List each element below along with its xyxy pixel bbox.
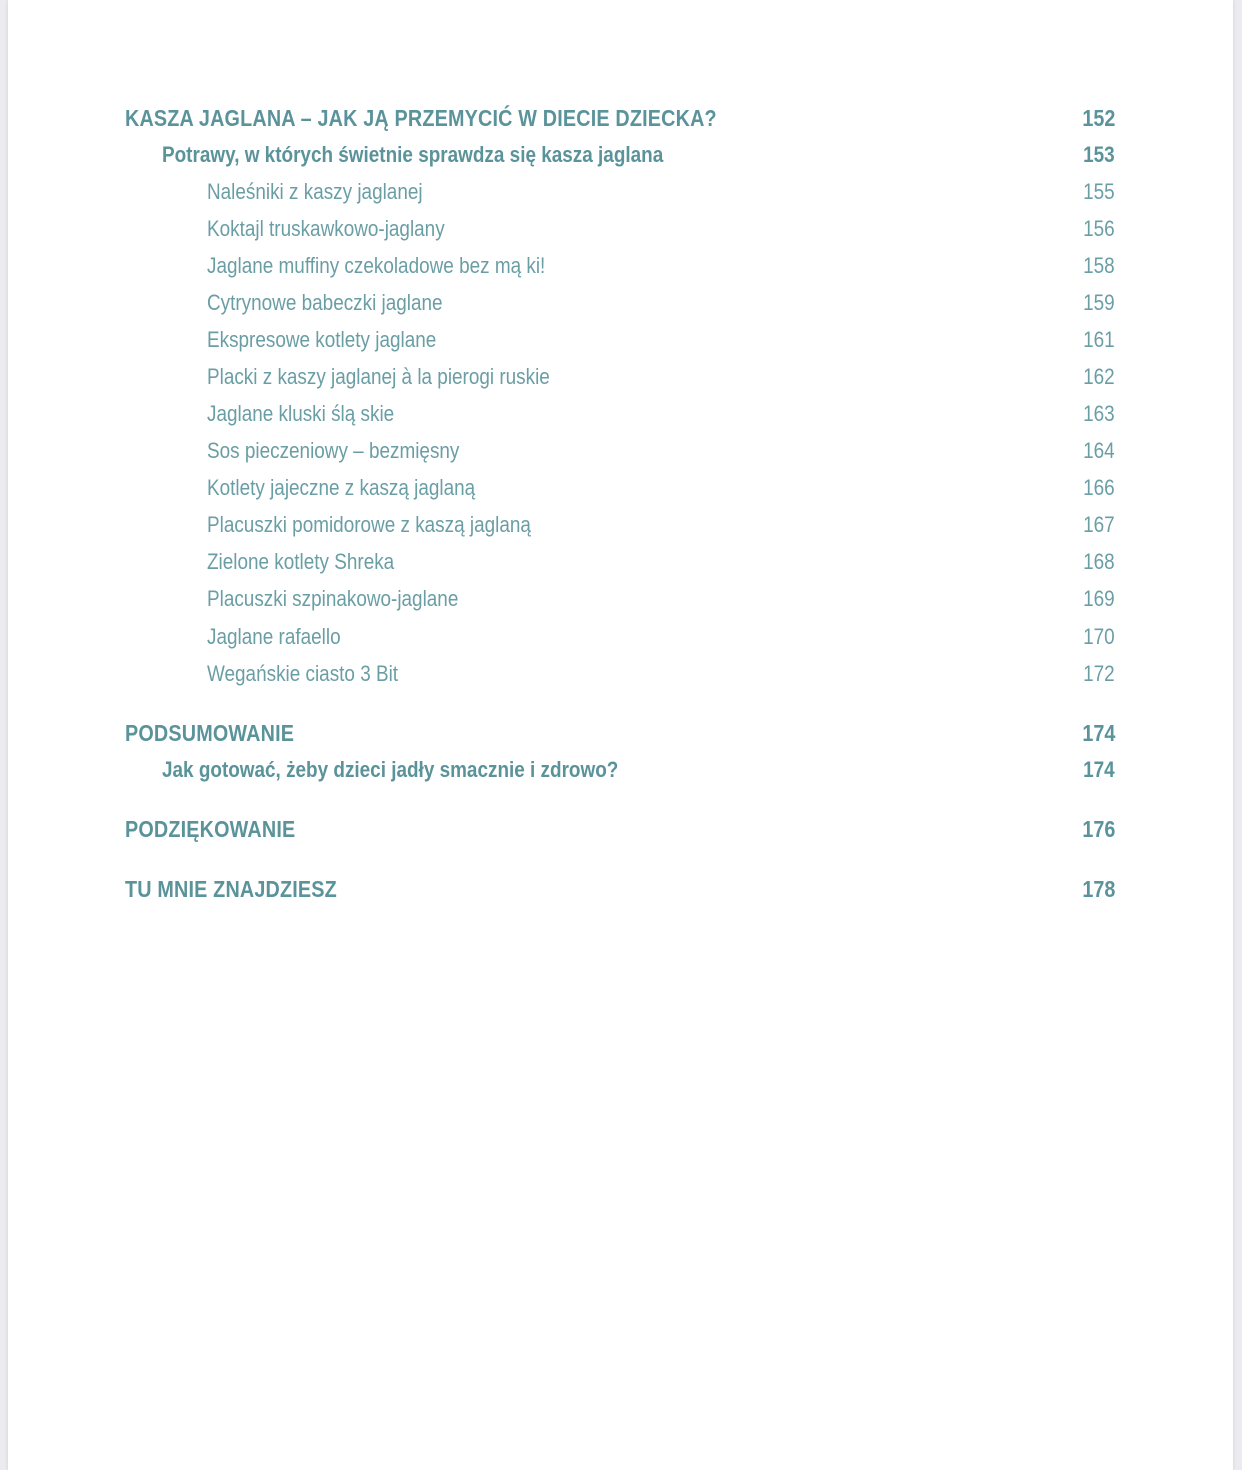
toc-entry-item[interactable]	[8, 657, 1233, 691]
toc-entry-item[interactable]	[8, 620, 1233, 654]
toc-item-title: Jaglane rafaello	[207, 624, 341, 649]
toc-entry-item[interactable]	[8, 175, 1233, 209]
toc-page-number: 172	[1083, 661, 1115, 686]
toc-entry-item[interactable]	[8, 323, 1233, 357]
toc-page-number: 161	[1083, 327, 1115, 352]
toc-item-title: Placuszki szpinakowo-jaglane	[207, 586, 459, 611]
toc-page-number: 152	[1081, 105, 1115, 131]
toc-item-title: Jaglane kluski ślą skie	[207, 401, 395, 426]
toc-page-number: 174	[1081, 720, 1115, 746]
toc-entry-item[interactable]	[8, 212, 1233, 246]
toc-item-title: Naleśniki z kaszy jaglanej	[207, 179, 423, 204]
toc-entry-item[interactable]	[8, 397, 1233, 431]
toc-item-title: Koktajl truskawkowo-jaglany	[207, 216, 445, 241]
toc-item-title: Wegańskie ciasto 3 Bit	[207, 661, 399, 686]
toc-entry-item[interactable]	[8, 360, 1233, 394]
toc-page-number: 155	[1083, 179, 1115, 204]
toc-item-title: Ekspresowe kotlety jaglane	[207, 327, 437, 352]
toc-section-title: PODSUMOWANIE	[125, 720, 295, 746]
toc-page-number: 168	[1083, 549, 1115, 574]
toc-item-title: Kotlety jajeczne z kaszą jaglaną	[207, 475, 476, 500]
toc-page-number: 178	[1081, 876, 1115, 902]
toc-entry-section[interactable]	[8, 872, 1233, 906]
toc-page-number: 174	[1083, 757, 1115, 782]
toc-item-title: Zielone kotlety Shreka	[207, 549, 395, 574]
toc-entry-subsection[interactable]	[8, 138, 1233, 172]
toc-entry-item[interactable]	[8, 545, 1233, 579]
toc-page-number: 176	[1081, 816, 1115, 842]
toc-entry-item[interactable]	[8, 508, 1233, 542]
toc-page-number: 153	[1083, 142, 1115, 167]
toc-entry-item[interactable]	[8, 434, 1233, 468]
toc-entry-item[interactable]	[8, 286, 1233, 320]
toc-section-title: KASZA JAGLANA – JAK JĄ PRZEMYCIĆ W DIECIE DZIECKA?	[125, 105, 717, 131]
toc-page-number: 164	[1083, 438, 1115, 463]
toc-entry-item[interactable]	[8, 582, 1233, 616]
toc-page-number: 169	[1083, 586, 1115, 611]
toc-page-number: 159	[1083, 290, 1115, 315]
toc-entry-section[interactable]	[8, 812, 1233, 846]
toc-item-title: Sos pieczeniowy – bezmięsny	[207, 438, 460, 463]
toc-page-number: 166	[1083, 475, 1115, 500]
toc-page-number: 158	[1083, 253, 1115, 278]
document-page	[8, 0, 1233, 1470]
toc-item-title: Jaglane muffiny czekoladowe bez mą ki!	[207, 253, 546, 278]
toc-section-title: PODZIĘKOWANIE	[125, 816, 296, 842]
toc-item-title: Placuszki pomidorowe z kaszą jaglaną	[207, 512, 531, 537]
toc-page-number: 163	[1083, 401, 1115, 426]
toc-section-title: TU MNIE ZNAJDZIESZ	[125, 876, 337, 902]
toc-entry-item[interactable]	[8, 249, 1233, 283]
toc-page-number: 156	[1083, 216, 1115, 241]
toc-subsection-title: Jak gotować, żeby dzieci jadły smacznie i zdrowo?	[162, 757, 619, 782]
toc-subsection-title: Potrawy, w których świetnie sprawdza się kasza jaglana	[162, 142, 664, 167]
toc-page-number: 170	[1083, 624, 1115, 649]
toc-item-title: Placki z kaszy jaglanej à la pierogi ruskie	[207, 364, 550, 389]
toc-page-number: 167	[1083, 512, 1115, 537]
toc-page-number: 162	[1083, 364, 1115, 389]
toc-entry-item[interactable]	[8, 471, 1233, 505]
toc-item-title: Cytrynowe babeczki jaglane	[207, 290, 443, 315]
toc-entry-section[interactable]	[8, 716, 1233, 750]
toc-entry-subsection[interactable]	[8, 753, 1233, 787]
toc-entry-section[interactable]	[8, 101, 1233, 135]
